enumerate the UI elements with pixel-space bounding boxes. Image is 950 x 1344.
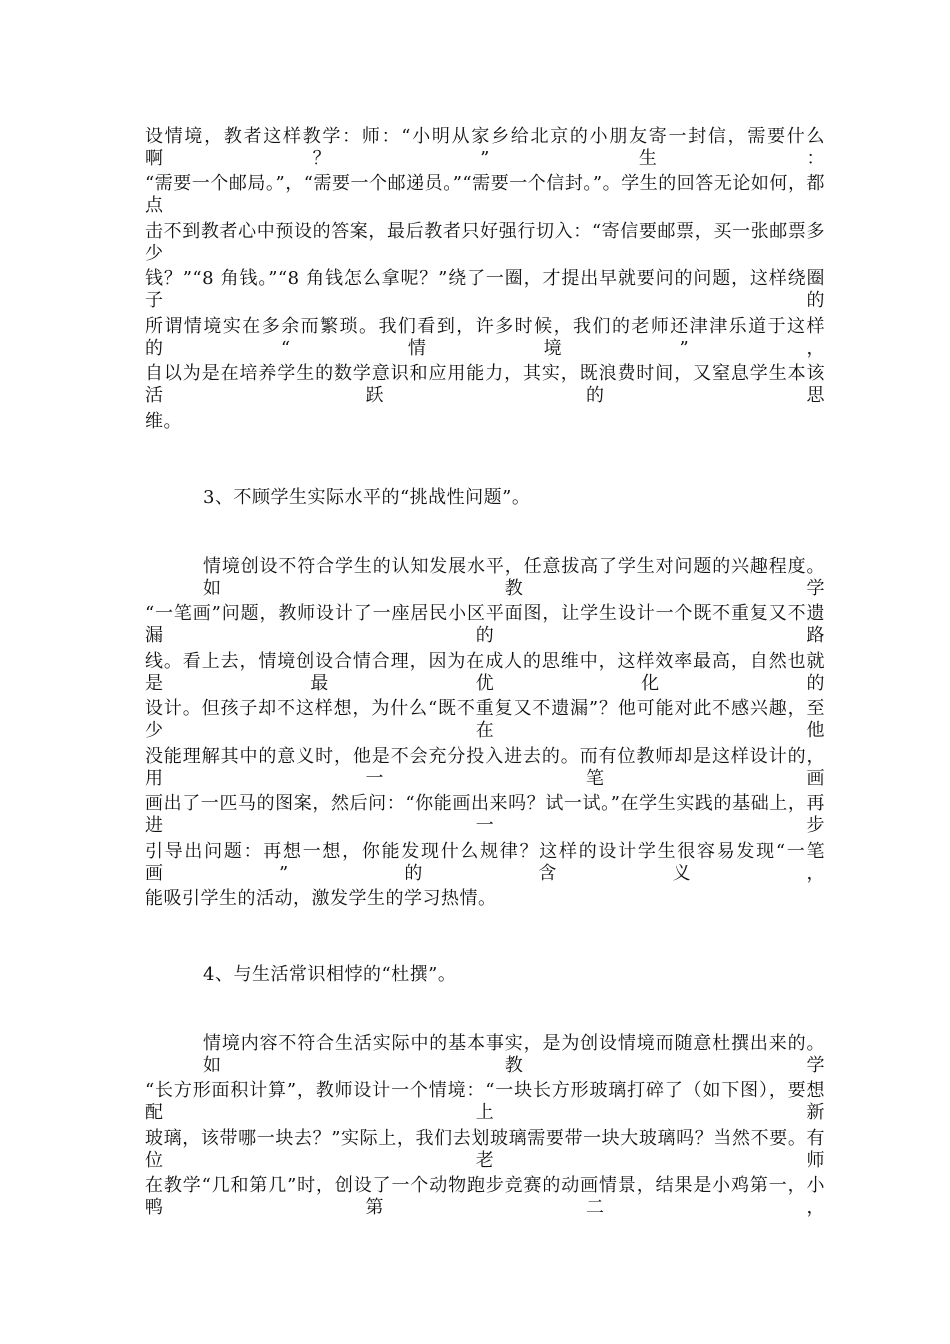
paragraph-line: “一笔画”问题，教师设计了一座居民小区平面图，让学生设计一个既不重复又不遗漏的路: [145, 603, 825, 646]
paragraph-line: 画出了一匹马的图案，然后问：“你能画出来吗？试一试。”在学生实践的基础上，再进一步: [145, 793, 825, 836]
paragraph-line: 引导出问题：再想一想，你能发现什么规律？这样的设计学生很容易发现“一笔画”的含义，: [145, 841, 825, 884]
paragraph-line: 击不到教者心中预设的答案，最后教者只好强行切入：“寄信要邮票，买一张邮票多少: [145, 221, 825, 264]
paragraph-line: 维。: [145, 411, 182, 432]
section-heading-3: 3、不顾学生实际水平的“挑战性问题”。: [203, 487, 531, 508]
paragraph-line: 自以为是在培养学生的数学意识和应用能力，其实，既浪费时间，又窒息学生本该活跃的思: [145, 363, 825, 406]
paragraph-line: 线。看上去，情境创设合情合理，因为在成人的思维中，这样效率最高，自然也就是最优化的: [145, 651, 825, 694]
paragraph-line: “长方形面积计算”，教师设计一个情境：“一块长方形玻璃打碎了（如下图），要想配上新: [145, 1080, 825, 1123]
paragraph-line: 钱？”“8 角钱。”“8 角钱怎么拿呢？”绕了一圈，才提出早就要问的问题，这样绕圈子的: [145, 268, 825, 311]
paragraph-line: 情境内容不符合生活实际中的基本事实，是为创设情境而随意杜撰出来的。如教学: [203, 1033, 825, 1076]
paragraph-line: 设情境，教者这样教学：师：“小明从家乡给北京的小朋友寄一封信，需要什么啊？”生：: [145, 126, 825, 169]
paragraph-line: “需要一个邮局。”，“需要一个邮递员。”“需要一个信封。”。学生的回答无论如何，都点: [145, 173, 825, 216]
paragraph-line: 玻璃，该带哪一块去？”实际上，我们去划玻璃需要带一块大玻璃吗？当然不要。有位老师: [145, 1128, 825, 1171]
section-heading-4: 4、与生活常识相悖的“杜撰”。: [203, 964, 457, 985]
paragraph-line: 能吸引学生的活动，激发学生的学习热情。: [145, 888, 497, 909]
paragraph-line: 所谓情境实在多余而繁琐。我们看到，许多时候，我们的老师还津津乐道于这样的“情境”，: [145, 316, 825, 359]
paragraph-line: 在教学“几和第几”时，创设了一个动物跑步竞赛的动画情景，结果是小鸡第一，小鸭第二，: [145, 1175, 825, 1218]
paragraph-line: 设计。但孩子却不这样想，为什么“既不重复又不遗漏”？他可能对此不感兴趣，至少在他: [145, 698, 825, 741]
paragraph-line: 没能理解其中的意义时，他是不会充分投入进去的。而有位教师却是这样设计的，用一笔画: [145, 746, 825, 789]
paragraph-line: 情境创设不符合学生的认知发展水平，任意拔高了学生对问题的兴趣程度。如教学: [203, 556, 825, 599]
